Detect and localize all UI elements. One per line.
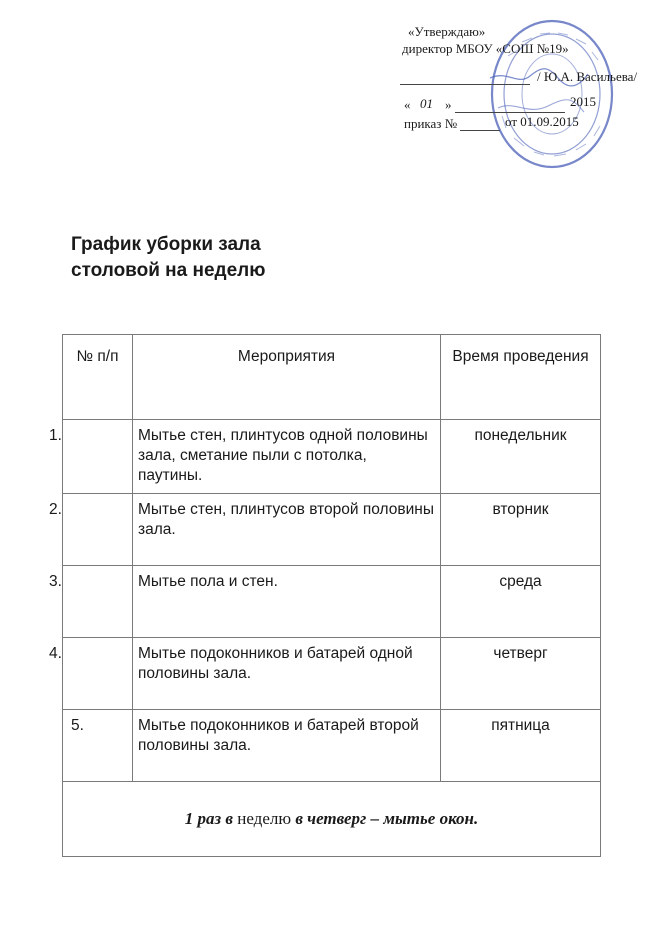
director-name: / Ю.А. Васильева/: [537, 69, 638, 84]
table-row: [63, 494, 601, 566]
row-day: вторник: [441, 494, 601, 566]
row-task: Мытье стен, плинтусов второй половины зала.: [133, 494, 441, 566]
date-line: [455, 112, 565, 113]
order-label: приказ №: [404, 116, 458, 131]
approve-label: «Утверждаю»: [408, 24, 486, 39]
title-line-2: столовой на неделю: [71, 260, 266, 281]
round-seal-stamp: [488, 16, 616, 172]
table-row: [63, 638, 601, 710]
table-row: [63, 710, 601, 782]
row-task: Мытье подоконников и батарей одной половины зала.: [133, 638, 441, 710]
header-number: № п/п: [63, 335, 133, 420]
row-task: Мытье стен, плинтусов одной половины зала, сметание пыли с потолка, паутины.: [133, 420, 441, 494]
order-date: от 01.09.2015: [505, 114, 579, 129]
table-row: [63, 566, 601, 638]
signature-line: [400, 84, 530, 85]
row-number: 1.: [49, 427, 62, 444]
row-day: четверг: [441, 638, 601, 710]
date-day: 01: [420, 96, 433, 111]
row-task: Мытье подоконников и батарей второй половины зала.: [133, 710, 441, 782]
table-header-row: [63, 335, 601, 420]
note-week: неделю: [233, 809, 296, 828]
row-number: 4.: [49, 645, 62, 662]
page-title: [71, 232, 265, 284]
row-day: пятница: [441, 710, 601, 782]
note-row: [63, 782, 601, 857]
header-activity: Мероприятия: [133, 335, 441, 420]
cleaning-schedule-table: [49, 334, 601, 857]
note-frequency: 1 раз в: [184, 809, 233, 828]
windows-note: [63, 782, 601, 857]
row-number: 2.: [49, 501, 62, 518]
table-row: [63, 420, 601, 494]
row-task: Мытье пола и стен.: [133, 566, 441, 638]
row-number: 5.: [63, 710, 133, 782]
approval-year: 2015: [570, 94, 596, 109]
date-close-quote: »: [445, 97, 452, 112]
row-day: среда: [441, 566, 601, 638]
order-number-line: [460, 130, 500, 131]
note-thursday: в четверг – мытье окон.: [295, 809, 479, 828]
title-line-1: График уборки зала: [71, 234, 261, 255]
row-number: 3.: [49, 573, 62, 590]
header-time: Время проведения: [441, 335, 601, 420]
date-open-quote: «: [404, 97, 411, 112]
director-label: директор МБОУ «СОШ №19»: [402, 41, 569, 56]
row-day: понедельник: [441, 420, 601, 494]
